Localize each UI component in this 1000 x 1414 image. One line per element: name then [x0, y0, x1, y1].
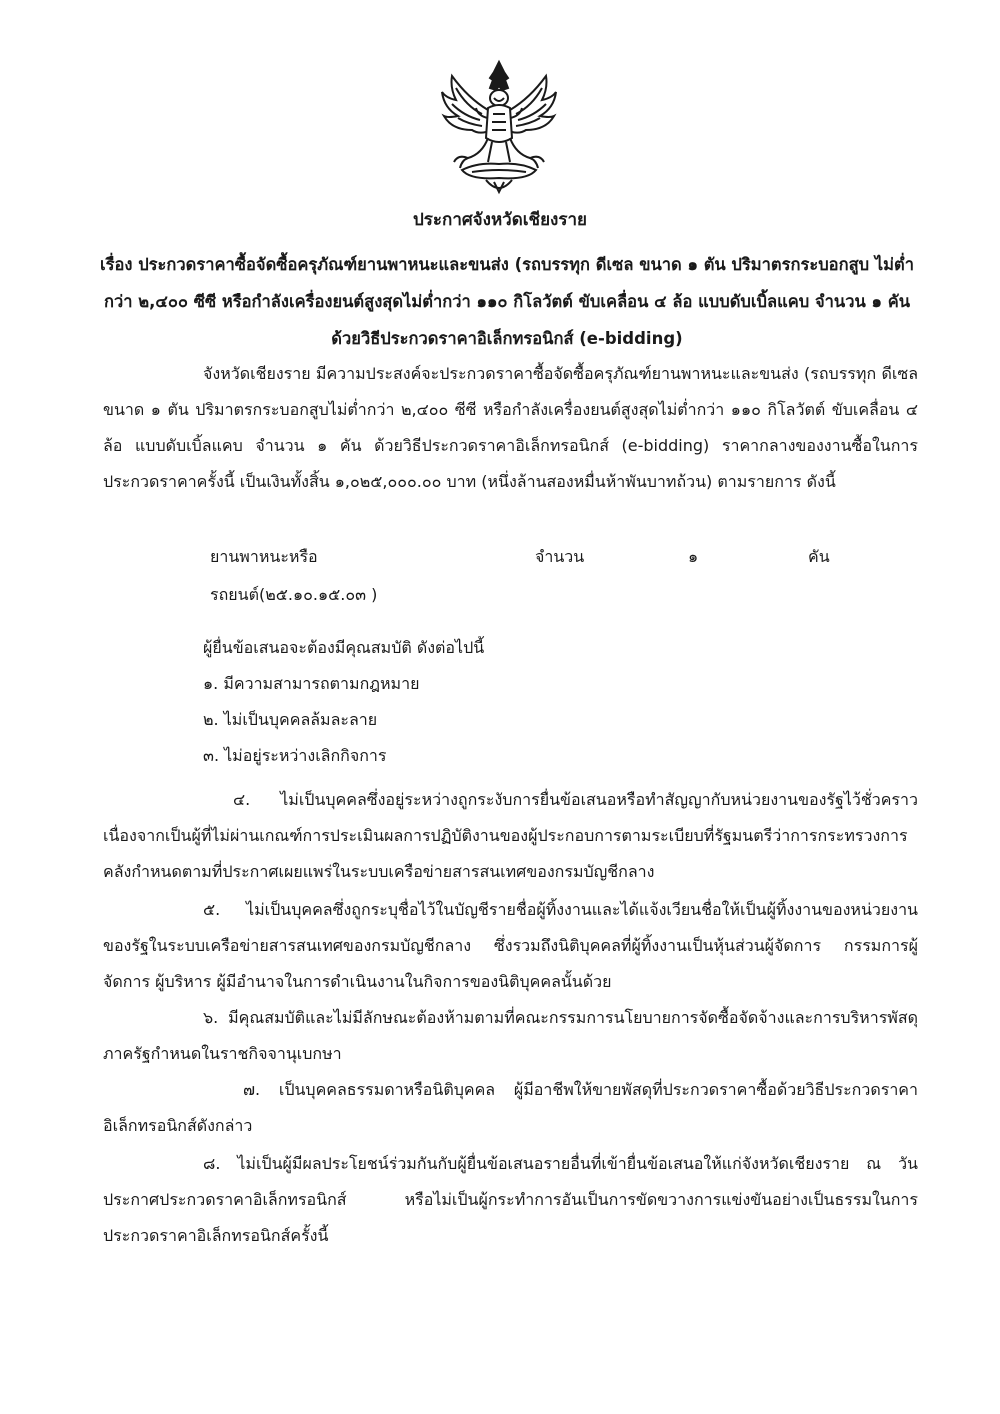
qualification-item-7 — [103, 1072, 918, 1144]
qualifications-heading: ผู้ยื่นข้อเสนอจะต้องมีคุณสมบัติ ดังต่อไปนี้ — [203, 638, 485, 657]
subject-label: เรื่อง — [99, 255, 133, 274]
qualification-item-4 — [103, 782, 918, 890]
item-name-line2: รถยนต์(๒๕.๑๐.๑๕.๐๓ ) — [210, 585, 378, 604]
qualification-item-1: ๑. มีความสามารถตามกฎหมาย — [203, 674, 420, 693]
qualification-text-8: ๘. ไม่เป็นผู้มีผลประโยชน์ร่วมกันกับผู้ยื่นข้อเสนอรายอื่นที่เข้ายื่นข้อเสนอให้แก่จังหวัดเชียงราย ณ วันประกาศประกวดราคาอิเล็กทรอนิกส์ หรือไม่เป็นผู้กระทำการอันเป็นการขัดขวางการแข่งขันอย่างเป็นธรรมในการประกวดราคาอิเล็กทรอนิกส์ครั้งนี้ — [103, 1154, 918, 1245]
intro-paragraph — [103, 356, 918, 500]
qualification-text-6: ๖. มีคุณสมบัติและไม่มีลักษณะต้องห้ามตามที่คณะกรรมการนโยบายการจัดซื้อจัดจ้างและการบริหารพัสดุภาครัฐกำหนดในราชกิจจานุเบกษา — [103, 1008, 918, 1063]
qualification-item-2: ๒. ไม่เป็นบุคคลล้มละลาย — [203, 710, 378, 729]
item-quantity-label: จำนวน — [535, 547, 585, 566]
qualification-item-5 — [103, 892, 918, 1000]
document-subject — [92, 246, 922, 357]
qualification-text-7: ๗. เป็นบุคคลธรรมดาหรือนิติบุคคล ผู้มีอาชีพให้ขายพัสดุที่ประกวดราคาซื้อด้วยวิธีประกวดราคาอิเล็กทรอนิกส์ดังกล่าว — [103, 1080, 918, 1135]
item-name-line1: ยานพาหนะหรือ — [210, 547, 318, 566]
garuda-emblem-icon — [438, 58, 560, 198]
item-quantity: ๑ — [688, 547, 699, 566]
item-unit: คัน — [808, 547, 830, 566]
intro-text: จังหวัดเชียงราย มีความประสงค์จะประกวดราคาซื้อจัดซื้อครุภัณฑ์ยานพาหนะและขนส่ง (รถบรรทุก ดีเซล ขนาด ๑ ตัน ปริมาตรกระบอกสูบไม่ต่ำกว่า ๒,๔๐๐ ซีซี หรือกำลังเครื่องยนต์สูงสุดไม่ต่ำกว่า ๑๑๐ กิโลวัตต์ ขับเคลื่อน ๔ ล้อ แบบดับเบิ้ลแคบ จำนวน ๑ คัน ด้วยวิธีประกวดราคาอิเล็กทรอนิกส์ (e-bidding) ราคากลางของงานซื้อในการประกวดราคาครั้งนี้ เป็นเงินทั้งสิ้น ๑,๐๒๕,๐๐๐.๐๐ บาท (หนึ่งล้านสองหมื่นห้าพันบาทถ้วน) ตามรายการ ดังนี้ — [103, 364, 918, 491]
qualification-item-6 — [103, 1000, 918, 1072]
subject-text: ประกวดราคาซื้อจัดซื้อครุภัณฑ์ยานพาหนะและขนส่ง (รถบรรทุก ดีเซล ขนาด ๑ ตัน ปริมาตรกระบอกสูบ ไม่ต่ำกว่า ๒,๔๐๐ ซีซี หรือกำลังเครื่องยนต์สูงสุดไม่ต่ำกว่า ๑๑๐ กิโลวัตต์ ขับเคลื่อน ๔ ล้อ แบบดับเบิ้ลแคบ จำนวน ๑ คัน ด้วยวิธีประกวดราคาอิเล็กทรอนิกส์ (e-bidding) — [103, 255, 915, 348]
qualification-item-8 — [103, 1146, 918, 1254]
qualification-text-5: ๕. ไม่เป็นบุคคลซึ่งถูกระบุชื่อไว้ในบัญชีรายชื่อผู้ทิ้งงานและได้แจ้งเวียนชื่อให้เป็นผู้ทิ้งงานของหน่วยงานของรัฐในระบบเครือข่ายสารสนเทศของกรมบัญชีกลาง ซึ่งรวมถึงนิติบุคคลที่ผู้ทิ้งงานเป็นหุ้นส่วนผู้จัดการ กรรมการผู้จัดการ ผู้บริหาร ผู้มีอำนาจในการดำเนินงานในกิจการของนิติบุคคลนั้นด้วย — [103, 900, 918, 991]
qualification-item-3: ๓. ไม่อยู่ระหว่างเลิกกิจการ — [203, 746, 387, 765]
document-title: ประกาศจังหวัดเชียงราย — [413, 210, 587, 230]
qualification-text-4: ๔. ไม่เป็นบุคคลซึ่งอยู่ระหว่างถูกระงับการยื่นข้อเสนอหรือทำสัญญากับหน่วยงานของรัฐไว้ชั่วคราว เนื่องจากเป็นผู้ที่ไม่ผ่านเกณฑ์การประเมินผลการปฏิบัติงานของผู้ประกอบการตามระเบียบที่รัฐมนตรีว่าการกระทรวงการคลังกำหนดตามที่ประกาศเผยแพร่ในระบบเครือข่ายสารสนเทศของกรมบัญชีกลาง — [103, 790, 918, 881]
